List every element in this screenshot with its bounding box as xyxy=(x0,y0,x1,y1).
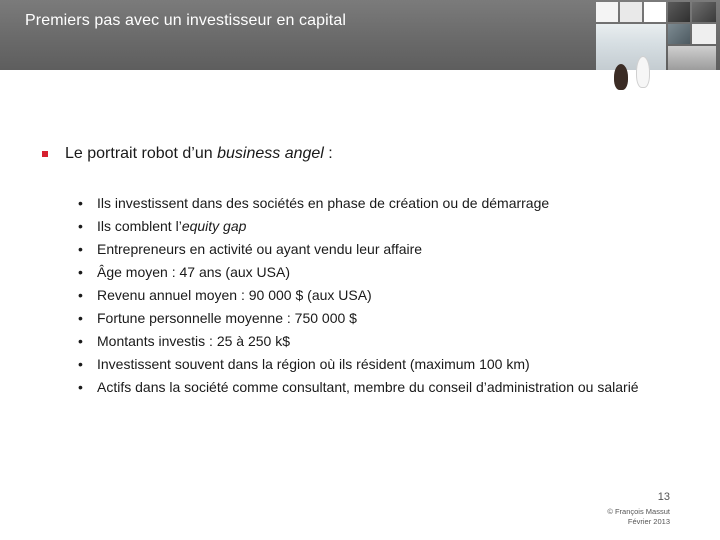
person-figure xyxy=(636,56,650,88)
bullet-dot-icon: • xyxy=(78,264,83,280)
list-item-text: Entrepreneurs en activité ou ayant vendu leur affaire xyxy=(97,241,423,257)
list-item xyxy=(78,194,688,213)
photo-tile xyxy=(596,2,618,22)
photo-tile xyxy=(668,24,690,44)
list-item xyxy=(78,378,688,397)
slide-title: Premiers pas avec un investisseur en capital xyxy=(25,12,346,29)
list-item-text: Fortune personnelle moyenne : 750 000 $ xyxy=(97,310,357,326)
square-bullet-icon xyxy=(42,151,48,157)
page-number: 13 xyxy=(657,491,670,503)
bullet-dot-icon: • xyxy=(78,356,83,372)
photo-tile xyxy=(620,2,642,22)
bullet-list xyxy=(78,194,688,401)
header-photo-mosaic xyxy=(592,0,720,70)
bullet-dot-icon: • xyxy=(78,287,83,303)
person-figure xyxy=(614,64,628,90)
list-item-emphasis: equity gap xyxy=(181,218,247,234)
copyright-date: Février 2013 xyxy=(627,517,670,526)
list-item-text: Ils comblent l’ xyxy=(97,218,182,234)
bullet-dot-icon: • xyxy=(78,241,83,257)
list-item xyxy=(78,263,688,282)
list-item-text: Revenu annuel moyen : 90 000 $ (aux USA) xyxy=(97,287,372,303)
section-heading-text: Le portrait robot d’un xyxy=(65,145,218,162)
bullet-dot-icon: • xyxy=(78,310,83,326)
section-heading xyxy=(65,145,333,163)
photo-tile xyxy=(668,46,716,70)
copyright-author: © François Massut xyxy=(607,507,670,516)
list-item xyxy=(78,332,688,351)
office-photo xyxy=(596,24,666,70)
bullet-dot-icon: • xyxy=(78,195,83,211)
list-item xyxy=(78,240,688,259)
photo-tile xyxy=(668,2,690,22)
list-item xyxy=(78,309,688,328)
list-item xyxy=(78,217,688,236)
list-item xyxy=(78,355,688,374)
section-heading-emphasis: business angel xyxy=(217,145,324,162)
bullet-dot-icon: • xyxy=(78,379,83,395)
copyright-block xyxy=(607,507,670,527)
list-item xyxy=(78,286,688,305)
section-heading-suffix: : xyxy=(323,145,333,162)
list-item-text: Âge moyen : 47 ans (aux USA) xyxy=(97,264,290,280)
list-item-text: Montants investis : 25 à 250 k$ xyxy=(97,333,290,349)
bullet-dot-icon: • xyxy=(78,333,83,349)
photo-tile xyxy=(692,24,716,44)
list-item-text: Actifs dans la société comme consultant, membre du conseil d’administration ou salarié xyxy=(97,379,639,395)
photo-tile xyxy=(692,2,716,22)
section-heading-row xyxy=(42,145,682,163)
list-item-text: Ils investissent dans des sociétés en phase de création ou de démarrage xyxy=(97,195,550,211)
photo-tile xyxy=(644,2,666,22)
list-item-text: Investissent souvent dans la région où ils résident (maximum 100 km) xyxy=(97,356,530,372)
bullet-dot-icon: • xyxy=(78,218,83,234)
